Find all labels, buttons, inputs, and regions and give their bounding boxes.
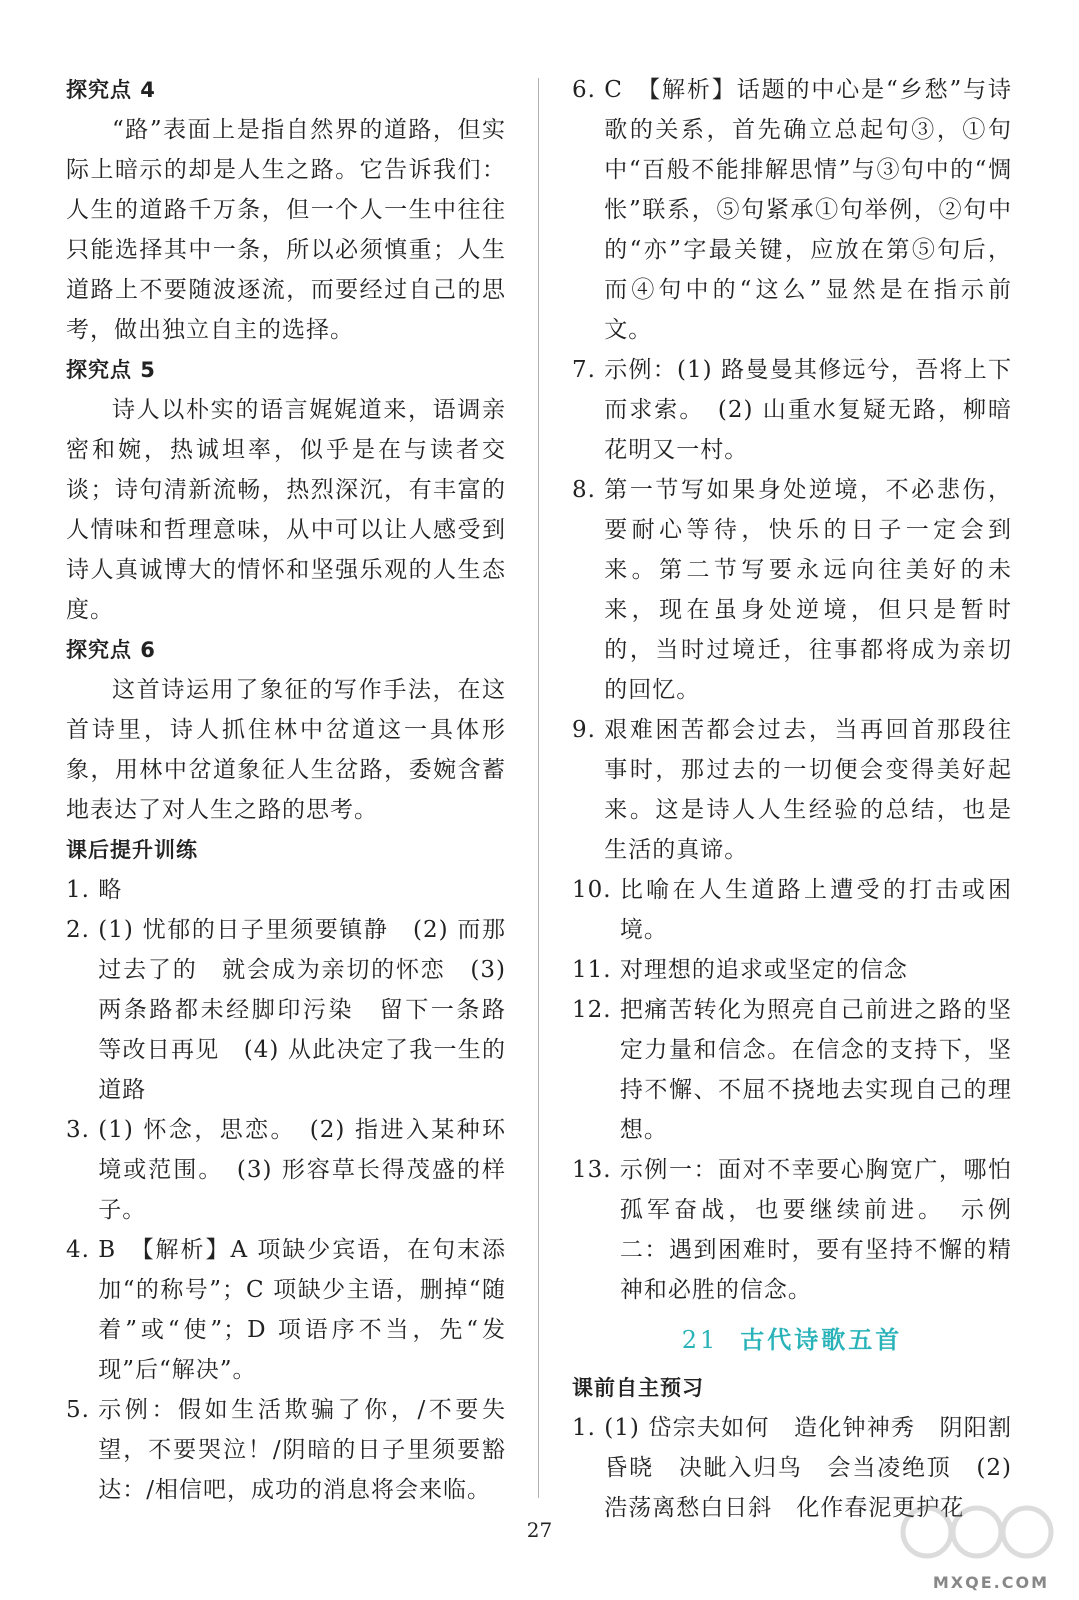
answer-text: B 【解析】A 项缺少宾语，在句末添加“的称号”；C 项缺少主语，删掉“随着”或“使”；D 项语序不当，先“发现”后“解决”。 [98, 1237, 506, 1383]
answer-text: (1) 怀念，思恋。 (2) 指进入某种环境或范围。 (3) 形容草长得茂盛的样子。 [98, 1117, 506, 1223]
heading-explore-4: 探究点 4 [66, 78, 156, 102]
answer-text: 对理想的追求或坚定的信念 [619, 957, 908, 983]
answer-number: 3. [66, 1117, 99, 1143]
answer-number: 10. [572, 877, 620, 903]
answer-item [572, 710, 1012, 870]
answer-number: 7. [572, 357, 605, 383]
answer-number: 13. [572, 1157, 620, 1183]
answer-text: 示例：(1) 路曼曼其修远兮，吾将上下而求索。 (2) 山重水复疑无路，柳暗花明又一村。 [604, 357, 1012, 463]
answer-text: 略 [98, 877, 123, 903]
answer-number: 12. [572, 997, 620, 1023]
lesson-title [572, 1320, 1012, 1360]
answer-text: 示例：假如生活欺骗了你，/不要失望，不要哭泣！/阴暗的日子里须要豁达：/相信吧，成功的消息将会来临。 [98, 1397, 506, 1503]
heading-explore-5: 探究点 5 [66, 358, 156, 382]
paragraph-explore-4: “路”表面上是指自然界的道路，但实际上暗示的却是人生之路。它告诉我们：人生的道路千万条，但一个人一生中往往只能选择其中一条，所以必须慎重；人生道路上不要随波逐流，而要经过自己的思考，做出独立自主的选择。 [66, 117, 506, 343]
answer-number: 8. [572, 477, 605, 503]
column-divider [538, 78, 539, 1498]
page-number: 27 [526, 1518, 553, 1542]
answer-item [572, 870, 1012, 950]
answer-number: 2. [66, 917, 99, 943]
answer-text: 第一节写如果身处逆境，不必悲伤，要耐心等待，快乐的日子一定会到来。第二节写要永远向往美好的未来，现在虽身处逆境，但只是暂时的，当时过境迁，往事都将成为亲切的回忆。 [604, 477, 1012, 703]
answer-item [572, 70, 1012, 350]
left-column [66, 70, 506, 1510]
section-after-class: 课后提升训练 [66, 838, 198, 862]
answer-item [66, 1110, 506, 1230]
heading-explore-6: 探究点 6 [66, 638, 156, 662]
answer-text: 把痛苦转化为照亮自己前进之路的坚定力量和信念。在信念的支持下，坚持不懈、不屈不挠地去实现自己的理想。 [619, 997, 1012, 1143]
answer-item [572, 990, 1012, 1150]
answer-number: 5. [66, 1397, 99, 1423]
answer-item [572, 950, 1012, 990]
answer-text: (1) 忧郁的日子里须要镇静 (2) 而那过去了的 就会成为亲切的怀恋 (3) 两条路都未经脚印污染 留下一条路等改日再见 (4) 从此决定了我一生的道路 [98, 917, 506, 1103]
answer-item [572, 1150, 1012, 1310]
lesson-title-text: 古代诗歌五首 [740, 1326, 903, 1354]
paragraph-explore-6: 这首诗运用了象征的写作手法，在这首诗里，诗人抓住林中岔道这一具体形象，用林中岔道象征人生岔路，委婉含蓄地表达了对人生之路的思考。 [66, 677, 506, 823]
answer-item [66, 1230, 506, 1390]
watermark-logo-icon [897, 1502, 1057, 1580]
answer-text: 比喻在人生道路上遭受的打击或困境。 [619, 877, 1012, 943]
lesson-number: 21 [681, 1326, 719, 1354]
answer-number: 9. [572, 717, 605, 743]
answer-text: (1) 岱宗夫如何 造化钟神秀 阴阳割昏晓 决眦入归鸟 会当凌绝顶 (2) 浩荡离愁白日斜 化作春泥更护花 [604, 1415, 1012, 1521]
answer-text: 艰难困苦都会过去，当再回首那段往事时，那过去的一切便会变得美好起来。这是诗人人生经验的总结，也是生活的真谛。 [604, 717, 1012, 863]
section-pre-class: 课前自主预习 [572, 1376, 704, 1400]
answer-text: 示例一：面对不幸要心胸宽广，哪怕孤军奋战，也要继续前进。 示例二：遇到困难时，要有坚持不懈的精神和必胜的信念。 [619, 1157, 1012, 1303]
answer-number: 1. [572, 1415, 605, 1441]
answer-text: C 【解析】话题的中心是“乡愁”与诗歌的关系，首先确立总起句③，①句中“百般不能排解思情”与③句中的“惆怅”联系，⑤句紧承①句举例，②句中的“亦”字最关键，应放在第⑤句后，而④句中的“这么”显然是在指示前文。 [604, 77, 1012, 343]
answer-item [572, 350, 1012, 470]
paragraph-explore-5: 诗人以朴实的语言娓娓道来，语调亲密和婉，热诚坦率，似乎是在与读者交谈；诗句清新流畅，热烈深沉，有丰富的人情味和哲理意味，从中可以让人感受到诗人真诚博大的情怀和坚强乐观的人生态度。 [66, 397, 506, 623]
answer-number: 1. [66, 877, 99, 903]
answer-item [66, 910, 506, 1110]
answer-item [572, 470, 1012, 710]
answer-item [66, 870, 506, 910]
answer-item [66, 1390, 506, 1510]
watermark-text: MXQE.COM [932, 1573, 1049, 1592]
right-column [572, 70, 1012, 1528]
answer-number: 4. [66, 1237, 99, 1263]
answer-number: 6. [572, 77, 605, 103]
answer-number: 11. [572, 957, 620, 983]
